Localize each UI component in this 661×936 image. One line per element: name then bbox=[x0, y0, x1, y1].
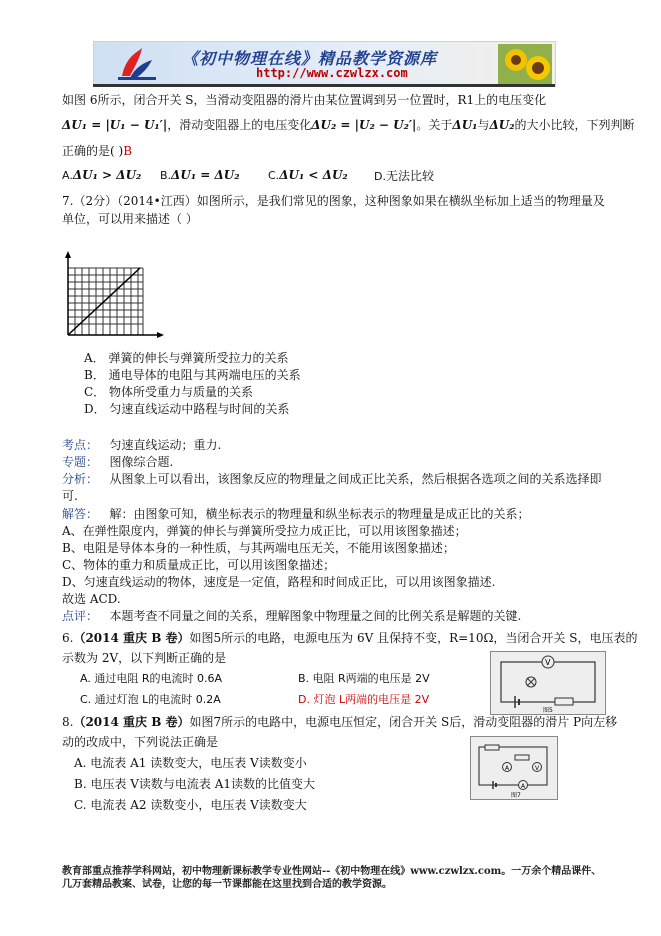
q7-dianping: 点评： 本题考查不同量之间的关系，理解图象中物理量之间的比例关系是解题的关键. bbox=[62, 609, 522, 623]
page-footer bbox=[62, 865, 607, 891]
q-prev-option-b: B.ΔU₁ = ΔU₂ bbox=[160, 168, 240, 182]
q7-stem-line1: 7.（2分）（2014•江西）如图所示，是我们常见的图象，这种图象如果在横纵坐标加上适当的物理量及 bbox=[62, 194, 605, 208]
q7-option-c: C． 物体所受重力与质量的关系 bbox=[84, 385, 253, 399]
q7-jieda-a: A、在弹性限度内，弹簧的伸长与弹簧所受拉力成正比，可以用该图象描述； bbox=[62, 524, 467, 538]
q8-stem-line2: 动的改成中，下列说法正确是 bbox=[62, 735, 219, 749]
q7-proportion-graph bbox=[60, 250, 170, 342]
banner-title: 《初中物理在线》精品教学资源库 bbox=[182, 49, 438, 68]
q7-stem-line2: 单位，可以用来描述（ ） bbox=[62, 212, 198, 226]
footer-line1: 教育部重点推荐学科网站，初中物理新课标教学专业性网站--《初中物理在线》www.czwlzx.com。一万余个精品课件、 bbox=[62, 866, 602, 877]
svg-text:V: V bbox=[535, 765, 540, 772]
q-prev-line1: 如图 6所示，闭合开关 S，当滑动变阻器的滑片由某位置调到另一位置时，R1上的电压变化 bbox=[62, 93, 547, 107]
q-prev-line2: ΔU₁ = |U₁ − U₁′|，滑动变阻器上的电压变化ΔU₂ = |U₂ − U₂′|。关于ΔU₁与ΔU₂的大小比较，下列判断 bbox=[62, 118, 635, 132]
q8-option-b: B. 电压表 V读数与电流表 A1读数的比值变大 bbox=[74, 777, 316, 791]
q7-fenxi: 分析： 从图象上可以看出，该图象反应的物理量之间成正比关系，然后根据各选项之间的关系选择即 bbox=[62, 472, 602, 486]
q8-option-a: A. 电流表 A1 读数变大，电压表 V读数变小 bbox=[74, 756, 307, 770]
footer-line2: 几万套精品教案、试卷，让您的每一节课都能在这里找到合适的教学资源。 bbox=[62, 879, 392, 890]
q8-circuit-figure bbox=[470, 736, 558, 800]
q-prev-answer: B bbox=[123, 144, 133, 158]
q6-option-d: D. 灯泡 L两端的电压是 2V bbox=[298, 693, 430, 706]
q6-option-c: C. 通过灯泡 L的电流时 0.2A bbox=[80, 693, 221, 706]
header-divider bbox=[93, 84, 555, 87]
eq-delta-u2: ΔU₂ = |U₂ − U₂′| bbox=[311, 118, 417, 132]
q8-stem-line1: 8.（2014 重庆 B 卷）如图7所示的电路中，电源电压恒定，闭合开关 S后，滑动变阻器的滑片 P向左移 bbox=[62, 715, 618, 729]
q6-stem-line2: 示数为 2V，以下判断正确的是 bbox=[62, 651, 227, 665]
q7-option-d: D． 匀速直线运动中路程与时间的关系 bbox=[84, 402, 290, 416]
svg-text:图7: 图7 bbox=[511, 792, 521, 799]
q7-jieda-b: B、电阻是导体本身的一种性质，与其两端电压无关，不能用该图象描述； bbox=[62, 541, 455, 555]
q7-kaodian: 考点： 匀速直线运动；重力. bbox=[62, 438, 222, 452]
eq-delta-u1: ΔU₁ = |U₁ − U₁′| bbox=[62, 118, 168, 132]
sunflower-icon bbox=[498, 44, 552, 84]
q7-jieda: 解答： 解：由图象可知，横坐标表示的物理量和纵坐标表示的物理量是成正比的关系； bbox=[62, 507, 530, 521]
q-prev-option-a: A.ΔU₁ > ΔU₂ bbox=[62, 168, 142, 182]
q7-jieda-d: D、匀速直线运动的物体，速度是一定值，路程和时间成正比，可以用该图象描述. bbox=[62, 575, 496, 589]
q7-conclusion: 故选 ACD. bbox=[62, 592, 121, 606]
q-prev-prompt: 正确的是( )B bbox=[62, 144, 133, 158]
svg-text:A: A bbox=[505, 765, 510, 772]
svg-text:V: V bbox=[545, 658, 551, 667]
q7-zhuanti: 专题： 图像综合题. bbox=[62, 455, 174, 469]
q8-option-c: C. 电流表 A2 读数变小，电压表 V读数变大 bbox=[74, 798, 307, 812]
q7-jieda-c: C、物体的重力和质量成正比，可以用该图象描述； bbox=[62, 558, 336, 572]
q7-fenxi-cont: 可. bbox=[62, 489, 78, 503]
q7-option-b: B． 通电导体的电阻与其两端电压的关系 bbox=[84, 368, 301, 382]
svg-text:图5: 图5 bbox=[543, 707, 553, 714]
q6-stem-line1: 6.（2014 重庆 B 卷）如图5所示的电路，电源电压为 6V 且保持不变，R=10Ω，当闭合开关 S，电压表的 bbox=[62, 631, 638, 645]
svg-text:A: A bbox=[521, 783, 526, 790]
q6-option-a: A. 通过电阻 R的电流时 0.6A bbox=[80, 672, 222, 685]
q6-circuit-figure bbox=[490, 651, 606, 715]
q6-option-b: B. 电阻 R两端的电压是 2V bbox=[298, 672, 430, 685]
q-prev-option-c: C.ΔU₁ < ΔU₂ bbox=[268, 168, 348, 182]
banner-url[interactable]: http://www.czwlzx.com bbox=[256, 66, 408, 80]
q-prev-option-d: D.无法比较 bbox=[374, 169, 434, 183]
site-logo-icon bbox=[112, 46, 162, 82]
q7-option-a: A． 弹簧的伸长与弹簧所受拉力的关系 bbox=[84, 351, 289, 365]
